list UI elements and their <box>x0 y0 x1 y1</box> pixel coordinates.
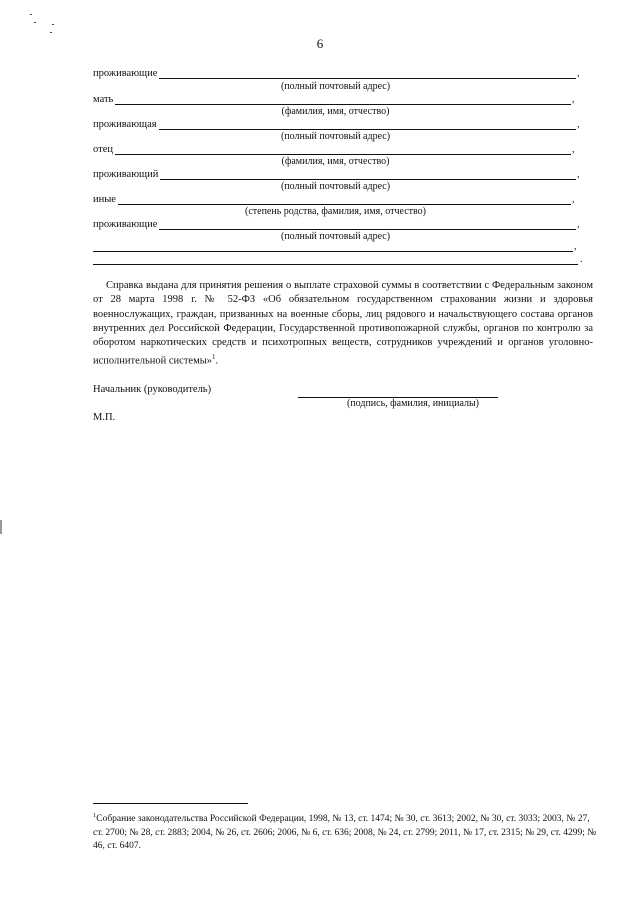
form-caption: (полный почтовый адрес) <box>280 231 391 242</box>
form-fill-line[interactable] <box>115 145 571 155</box>
footnote-marker: 1 <box>93 812 97 819</box>
certificate-end-period: . <box>215 355 219 367</box>
form-row-mother <box>93 94 578 105</box>
form-row-residing-m <box>93 169 583 180</box>
footnote <box>93 809 598 854</box>
form-label: проживающие <box>93 68 158 79</box>
form-fill-line[interactable] <box>159 220 576 230</box>
form-caption: (полный почтовый адрес) <box>280 181 391 192</box>
signature-caption: (подпись, фамилия, инициалы) <box>346 398 480 409</box>
form-row-residents-2 <box>93 219 583 230</box>
position-label: Начальник (руководитель) <box>93 384 212 395</box>
form-label: проживающий <box>93 169 159 180</box>
footnote-rule <box>93 803 248 804</box>
form-label: отец <box>93 144 113 155</box>
form-row-others <box>93 194 578 205</box>
extra-fill-line-2[interactable] <box>93 264 578 265</box>
form-fill-line[interactable] <box>118 195 571 205</box>
extra-line-comma: , <box>574 241 577 252</box>
form-caption: (фамилия, имя, отчество) <box>281 156 390 167</box>
footnote-ref: 1 <box>212 353 216 362</box>
certificate-body: Справка выдана для принятия решения о выплате страховой суммы в соответствии с Федеральным законом от 28 марта 1998 г. № 52-ФЗ «Об обязательном государственном страховании жизни и здоровья военнослужащих, граждан, призванных на военные сборы, лиц рядового и начальствующего состава органов внутренних дел Российской Федерации, Государственной противопожарной службы, органов по контролю за оборотом наркотических средств и психотропных веществ, сотрудников учреждений и органов уголовно-исполнительной системы» <box>93 280 593 367</box>
stamp-label: М.П. <box>93 412 116 423</box>
form-caption: (полный почтовый адрес) <box>280 131 391 142</box>
form-label: иные <box>93 194 116 205</box>
form-fill-line[interactable] <box>159 69 576 79</box>
form-comma: , <box>577 169 580 180</box>
form-fill-line[interactable] <box>115 95 571 105</box>
footnote-text: Собрание законодательства Российской Федерации, 1998, № 13, ст. 1474; № 30, ст. 3613; 2002, № 30, ст. 3033; 2003, № 27, ст. 2700; № 28, ст. 2883; 2004, № 26, ст. 2606; 2006, № 6, ст. 636; 2008, № 24, ст. 2799; 2011, № 17, ст. 2315; № 29, ст. 4299; № 46, ст. 6407. <box>93 814 597 852</box>
form-row-father <box>93 144 578 155</box>
form-comma: , <box>577 68 580 79</box>
form-comma: , <box>572 94 575 105</box>
form-caption: (фамилия, имя, отчество) <box>281 106 390 117</box>
form-caption: (полный почтовый адрес) <box>280 81 391 92</box>
form-caption: (степень родства, фамилия, имя, отчество) <box>245 206 426 217</box>
form-row-residents-1 <box>93 68 583 79</box>
extra-line-period: . <box>580 254 583 265</box>
form-comma: , <box>577 119 580 130</box>
form-label: проживающие <box>93 219 158 230</box>
form-comma: , <box>572 194 575 205</box>
form-comma: , <box>572 144 575 155</box>
page-number: 6 <box>316 36 324 51</box>
certificate-text <box>93 279 593 369</box>
form-label: мать <box>93 94 114 105</box>
form-fill-line[interactable] <box>159 120 576 130</box>
form-fill-line[interactable] <box>160 170 576 180</box>
form-label: проживающая <box>93 119 157 130</box>
scan-edge-mark <box>0 520 2 534</box>
form-row-residing-f <box>93 119 583 130</box>
extra-fill-line-1[interactable] <box>93 251 573 252</box>
form-comma: , <box>577 219 580 230</box>
